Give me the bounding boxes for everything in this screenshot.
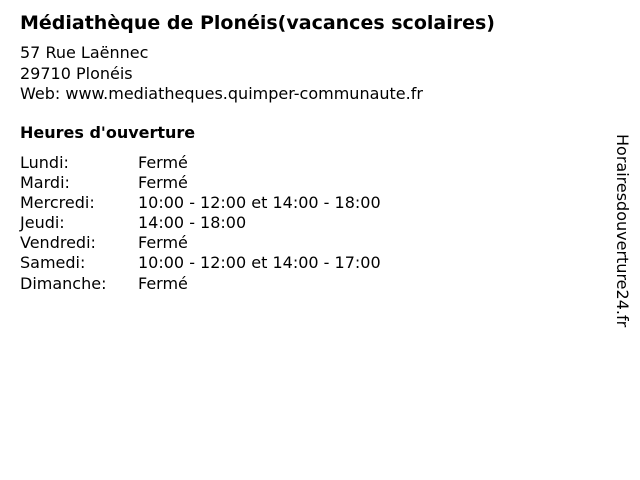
day-hours: Fermé <box>138 173 188 193</box>
day-label: Mercredi: <box>20 193 95 213</box>
day-label: Dimanche: <box>20 273 107 293</box>
day-label: Lundi: <box>20 153 69 172</box>
address-block <box>20 43 423 105</box>
day-hours: 10:00 - 12:00 et 14:00 - 18:00 <box>138 193 381 213</box>
hours-row-saturday <box>20 253 381 273</box>
day-hours: 14:00 - 18:00 <box>138 213 247 233</box>
city-address: 29710 Plonéis <box>20 63 133 83</box>
day-label: Vendredi: <box>20 233 96 253</box>
hours-table <box>20 153 381 294</box>
day-hours: Fermé <box>138 153 188 172</box>
hours-row-thursday <box>20 213 381 233</box>
page-title: Médiathèque de Plonéis(vacances scolaires) <box>20 12 495 34</box>
day-label: Samedi: <box>20 253 86 273</box>
hours-row-wednesday <box>20 193 381 213</box>
day-hours: 10:00 - 12:00 et 14:00 - 17:00 <box>138 253 381 273</box>
day-hours: Fermé <box>138 233 188 253</box>
day-hours: Fermé <box>138 273 188 293</box>
street-address: 57 Rue Laënnec <box>20 43 149 62</box>
hours-row-sunday <box>20 274 381 294</box>
hours-heading: Heures d'ouverture <box>20 123 196 142</box>
day-label: Jeudi: <box>20 213 65 233</box>
watermark-site-name: Horairesdouverture24.fr <box>613 134 632 328</box>
hours-row-monday <box>20 153 381 173</box>
hours-row-friday <box>20 233 381 253</box>
day-label: Mardi: <box>20 173 70 193</box>
website: Web: www.mediatheques.quimper-communaute.fr <box>20 84 423 103</box>
hours-row-tuesday <box>20 173 381 193</box>
